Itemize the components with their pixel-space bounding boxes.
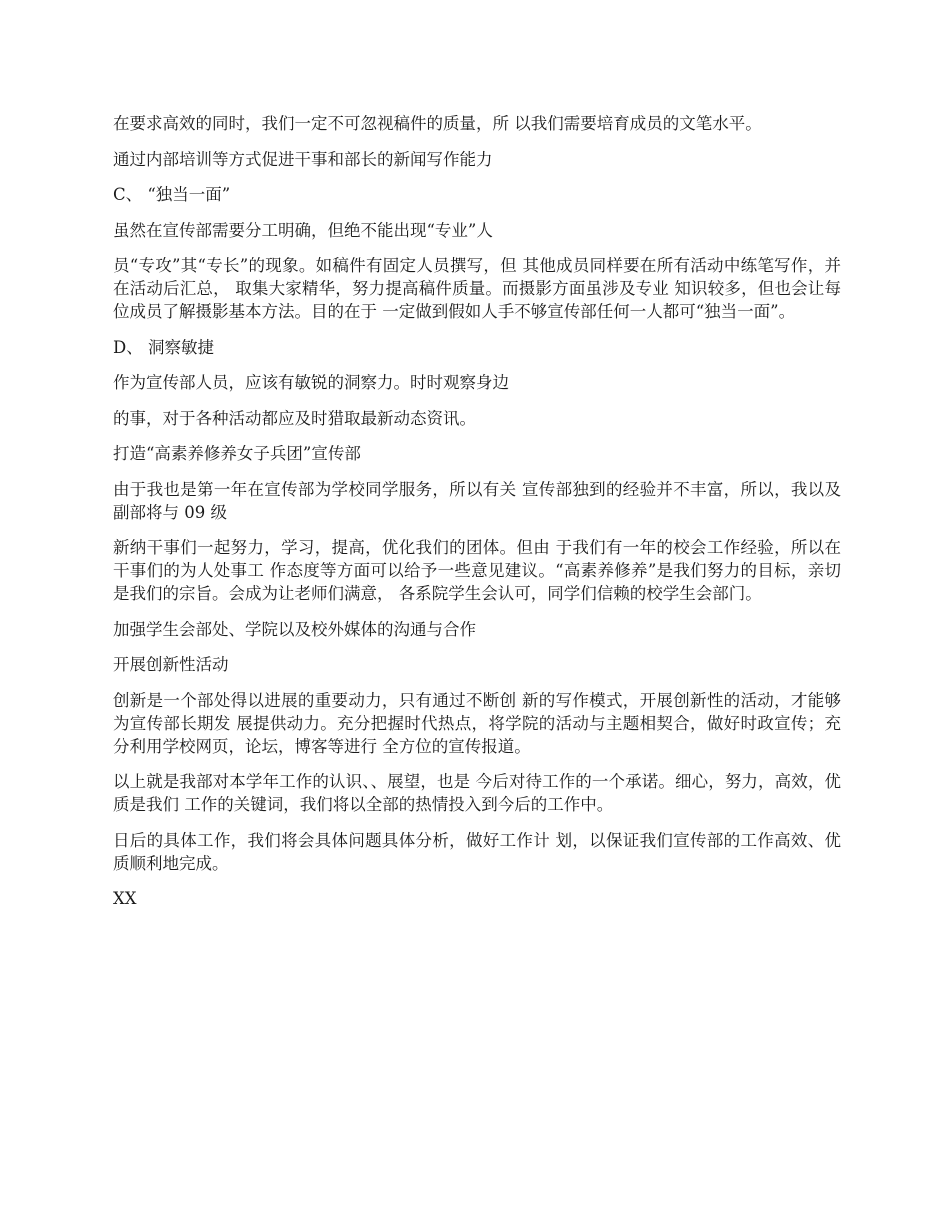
paragraph: 通过内部培训等方式促进干事和部长的新闻写作能力: [113, 149, 493, 169]
paragraph: 由于我也是第一年在宣传部为学校同学服务，所以有关 宣传部独到的经验并不丰富，所以，我以及副部将与 09 级: [113, 479, 841, 522]
paragraph: 员“专攻”其“专长”的现象。如稿件有固定人员撰写，但 其他成员同样要在所有活动中练笔写作，并在活动后汇总， 取集大家精华，努力提高稿件质量。而摄影方面虽涉及专业 知识较多，但也会让每位成员了解摄影基本方法。目的在于 一定做到假如人手不够宣传部任何一人都可“独当一面”。: [113, 256, 841, 321]
paragraph: 新纳干事们一起努力，学习，提高，优化我们的团体。但由 于我们有一年的校会工作经验，所以在干事们的为人处事工 作态度等方面可以给予一些意见建议。“高素养修养”是我们努力的目标，亲切是我们的宗旨。会成为让老师们满意， 各系院学生会认可，同学们信赖的校学生会部门。: [113, 538, 841, 603]
paragraph: 的事，对于各种活动都应及时猎取最新动态资讯。: [113, 408, 476, 428]
section-heading: D、 洞察敏捷: [113, 337, 214, 357]
section-heading: 加强学生会部处、学院以及校外媒体的沟通与合作: [113, 619, 476, 639]
signature: XX: [113, 889, 137, 908]
section-heading: 打造“高素养修养女子兵团”宣传部: [113, 444, 361, 463]
paragraph: 创新是一个部处得以进展的重要动力，只有通过不断创 新的写作模式，开展创新性的活动，才能够为宣传部长期发 展提供动力。充分把握时代热点，将学院的活动与主题相契合，做好时政宣传；充分利用学校网页，论坛，博客等进行 全方位的宣传报道。: [113, 690, 841, 756]
section-heading: C、 “独当一面”: [113, 185, 231, 204]
paragraph: 以上就是我部对本学年工作的认识、、展望，也是 今后对待工作的一个承诺。细心，努力，高效，优质是我们 工作的关键词，我们将以全部的热情投入到今后的工作中。: [113, 772, 841, 814]
paragraph: 虽然在宣传部需要分工明确，但绝不能出现“专业”人: [113, 220, 493, 240]
paragraph: 作为宣传部人员，应该有敏锐的洞察力。时时观察身边: [113, 373, 509, 392]
section-heading: 开展创新性活动: [113, 655, 229, 674]
document-body: [113, 112, 841, 923]
paragraph: 日后的具体工作，我们将会具体问题具体分析，做好工作计 划，以保证我们宣传部的工作高效、优质顺利地完成。: [113, 830, 841, 873]
paragraph: 在要求高效的同时，我们一定不可忽视稿件的质量，所 以我们需要培育成员的文笔水平。: [113, 114, 762, 133]
